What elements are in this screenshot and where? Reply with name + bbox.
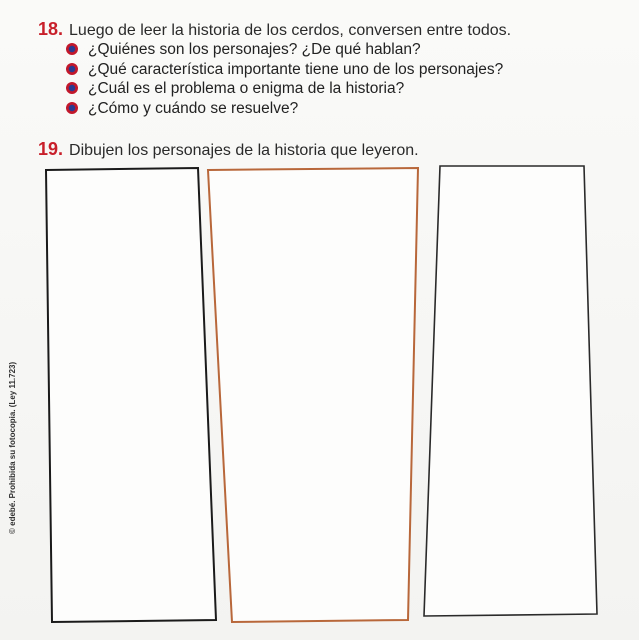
drawing-box-right[interactable]: [424, 166, 597, 616]
exercise-prompt: Dibujen los personajes de la historia que leyeron.: [69, 142, 419, 159]
question-text: ¿Qué característica importante tiene uno de los personajes?: [88, 60, 504, 78]
question-text: ¿Quiénes son los personajes? ¿De qué hablan?: [88, 41, 421, 58]
drawing-box-left[interactable]: [46, 168, 216, 622]
question-text: ¿Cómo y cuándo se resuelve?: [88, 99, 299, 117]
drawing-box-middle[interactable]: [208, 168, 418, 622]
copyright-notice: [6, 338, 20, 538]
question-text: ¿Cuál es el problema o enigma de la historia?: [88, 80, 405, 97]
exercise-number: 18.: [38, 19, 64, 39]
copyright-text: © edebé. Prohibida su fotocopia. (Ley 11.723): [8, 361, 17, 534]
exercise-prompt: Luego de leer la historia de los cerdos, conversen entre todos.: [69, 22, 512, 39]
exercise-number: 19.: [38, 139, 64, 159]
